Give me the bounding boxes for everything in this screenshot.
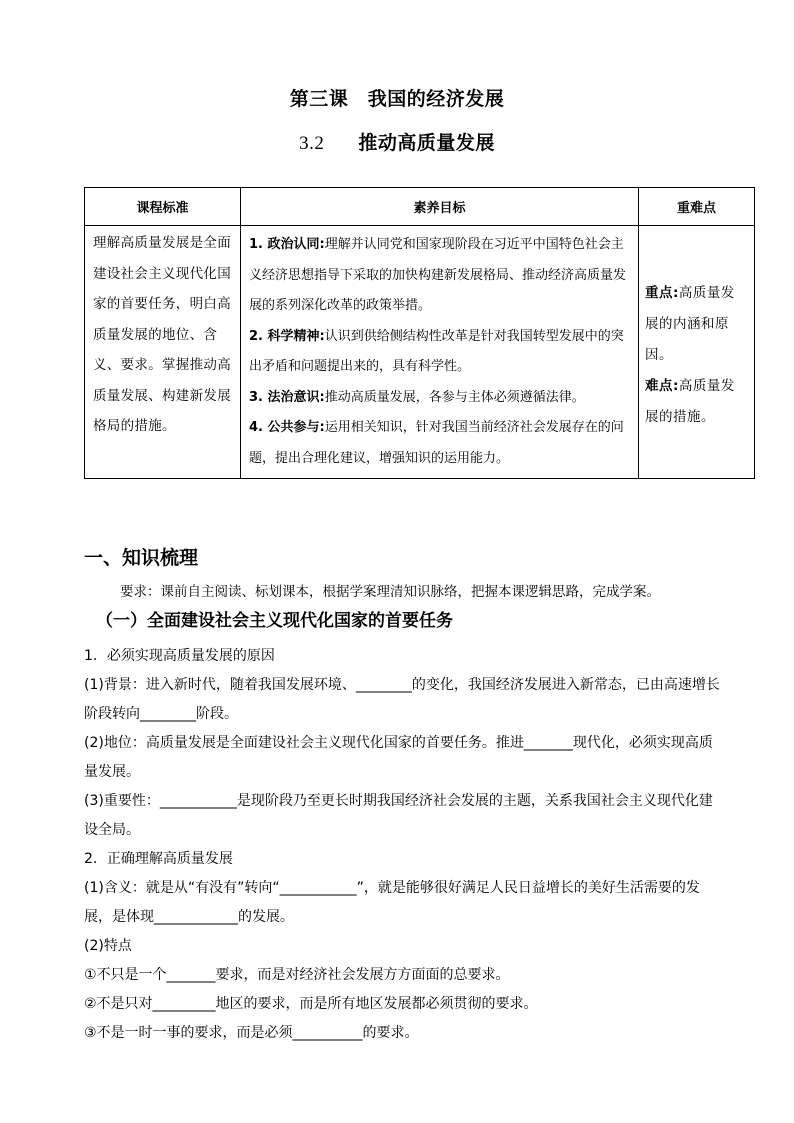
goal-item	[249, 322, 632, 383]
goal-text: 理解并认同党和国家现阶段在习近平中国特色社会主义经济思想指导下采取的加快构建新发展格局、推动经济高质量发展的系列深化改革的政策举措。	[249, 237, 627, 313]
key-points-cell	[639, 226, 755, 479]
worksheet-line: ②不是只对_________地区的要求，而是所有地区发展都必须贯彻的要求。	[84, 996, 538, 1012]
worksheet-line: (3)重要性：___________是现阶段乃至更长时期我国经济社会发展的主题，关系我国社会主义现代化建设全局。	[84, 793, 713, 838]
standard-cell: 理解高质量发展是全面建设社会主义现代化国家的首要任务，明白高质量发展的地位、含义、要求。掌握推动高质量发展、构建新发展格局的措施。	[85, 226, 241, 479]
section-title-text: 推动高质量发展	[358, 132, 495, 154]
header-key-points: 重难点	[639, 188, 755, 226]
goal-item	[249, 230, 632, 322]
difficult-text: 高质量发展的措施。	[645, 378, 735, 425]
difficult-label: 难点:	[645, 378, 679, 394]
worksheet-line: ③不是一时一事的要求，而是必须__________的要求。	[84, 1025, 419, 1041]
worksheet-line: 2．正确理解高质量发展	[84, 851, 233, 867]
goals-cell	[241, 226, 639, 479]
difficult-point	[645, 371, 748, 433]
worksheet-line: (2)地位：高质量发展是全面建设社会主义现代化国家的首要任务。推进_______现代化，必须实现高质量发展。	[84, 735, 713, 780]
knowledge-heading: 一、知识梳理	[84, 547, 199, 569]
section-title	[0, 128, 794, 155]
worksheet-line: ①不只是一个_______要求，而是对经济社会发展方方面面的总要求。	[84, 967, 510, 983]
worksheet-line: 1．必须实现高质量发展的原因	[84, 648, 275, 664]
key-text: 高质量发展的内涵和原因。	[645, 285, 735, 363]
goal-item	[249, 383, 632, 414]
section-number: 3.2	[299, 133, 325, 154]
key-point	[645, 278, 748, 371]
goal-text: 推动高质量发展，各参与主体必须遵循法律。	[324, 389, 585, 405]
goal-label: 1. 政治认同:	[249, 237, 325, 252]
lesson-title: 第三课 我国的经济发展	[289, 88, 505, 110]
subsection-heading: （一）全面建设社会主义现代化国家的首要任务	[96, 611, 453, 631]
table-header-row	[85, 188, 755, 226]
key-label: 重点:	[645, 285, 679, 301]
goal-text: 运用相关知识，针对我国当前经济社会发展存在的问题，提出合理化建议，增强知识的运用能力。	[249, 420, 624, 466]
goal-label: 4. 公共参与:	[249, 420, 325, 435]
requirement-text: 要求：课前自主阅读、标划课本，根据学案理清知识脉络，把握本课逻辑思路，完成学案。	[120, 584, 660, 600]
curriculum-table	[84, 187, 755, 479]
worksheet-line: (1)背景：进入新时代，随着我国发展环境、________的变化，我国经济发展进入新常态，已由高速增长阶段转向________阶段。	[84, 677, 720, 722]
goal-label: 2. 科学精神:	[249, 328, 325, 344]
worksheet-body	[84, 642, 724, 1048]
goal-text: 认识到供给侧结构性改革是针对我国转型发展中的突出矛盾和问题提出来的，具有科学性。	[249, 328, 624, 374]
worksheet-line: (1)含义：就是从“有没有”转向“___________”，就是能够很好满足人民日益增长的美好生活需要的发展，是体现____________的发展。	[84, 880, 700, 925]
goal-item	[249, 413, 632, 474]
worksheet-line: (2)特点	[84, 938, 132, 954]
table-row	[85, 226, 755, 479]
header-goals: 素养目标	[241, 188, 639, 226]
header-standard: 课程标准	[85, 188, 241, 226]
goal-label: 3. 法治意识:	[249, 389, 325, 405]
